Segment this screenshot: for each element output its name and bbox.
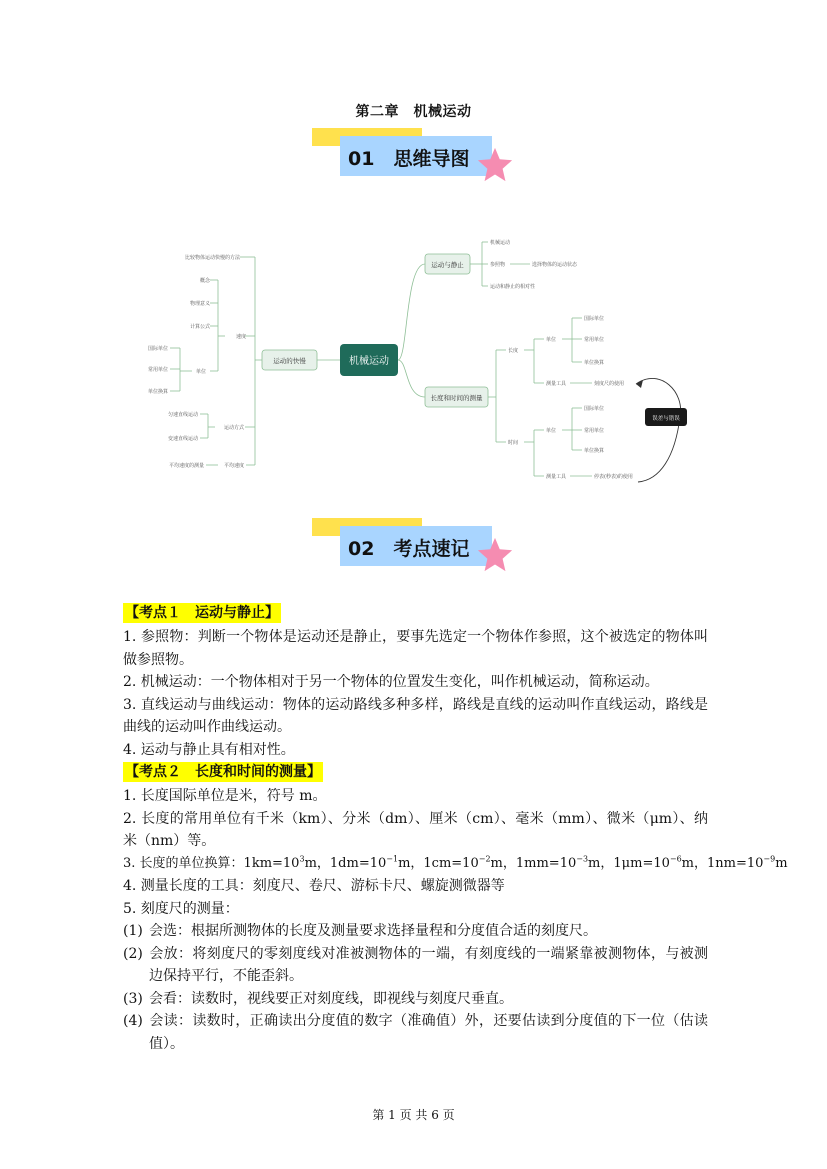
- mindmap-rt-item: 运动和静止的相对性: [490, 284, 536, 290]
- banner-label: 02 考点速记: [348, 538, 470, 560]
- list-item: 1. 参照物：判断一个物体是运动还是静止，要事先选定一个物体作参照，这个被选定的物体叫做参照物。: [123, 629, 708, 668]
- banner-keypoints: [312, 518, 512, 578]
- list-item: 2. 机械运动：一个物体相对于另一个物体的位置发生变化，叫作机械运动，简称运动。: [123, 674, 659, 690]
- conversion: $1mm=10^{-3}m$: [515, 854, 601, 871]
- sub-item: (1) 会选：根据所测物体的长度及测量要求选择量程和分度值合适的刻度尺。: [123, 923, 597, 939]
- mindmap-speed-item: 单位: [195, 369, 206, 375]
- list-item: 3. 直线运动与曲线运动：物体的运动路线多种多样，路线是直线的运动叫作直线运动，路线是曲线的运动叫作曲线运动。: [123, 696, 708, 735]
- mindmap-length-tool-note: 刻度尺的使用: [594, 381, 625, 387]
- mind-map: [140, 222, 710, 492]
- mindmap-motion-item: 匀速直线运动: [167, 412, 198, 418]
- star-icon: [476, 536, 514, 574]
- mindmap-length-unit-item: 常用单位: [584, 337, 605, 343]
- list-item: 4. 运动与静止具有相对性。: [123, 741, 295, 758]
- list-item: 1. 长度国际单位是米，符号 m。: [123, 788, 327, 804]
- conversion: $1km=10^3m$: [243, 854, 317, 871]
- mindmap-time: 时间: [508, 440, 519, 446]
- conversion: $1cm=10^{-2}m$: [423, 854, 503, 871]
- mindmap-length-unit-item: 单位换算: [584, 360, 605, 366]
- sub-item: (4) 会读：读数时，正确读出分度值的数字（准确值）外，还要估读到分度值的下一位（估读值）。: [123, 1013, 708, 1052]
- list-item: 5. 刻度尺的测量：: [123, 900, 239, 917]
- mindmap-length: 长度: [508, 348, 519, 354]
- mindmap-unit-item: 国际单位: [147, 346, 168, 352]
- mindmap-right-bottom: 长度和时间的测量: [430, 394, 483, 402]
- mindmap-motion-type: 运动方式: [223, 425, 244, 431]
- mindmap-left-top: 比较物体运动快慢的方法: [184, 255, 240, 261]
- chapter-title: 第二章 机械运动: [355, 104, 472, 120]
- list-item: 2. 长度的常用单位有千米（km）、分米（dm）、厘米（cm）、毫米（mm）、微米（μm）、纳米（nm）等。: [123, 810, 708, 849]
- conversion-label: 3. 长度的单位换算：: [123, 855, 244, 871]
- mindmap-rt-item: 参照物: [490, 262, 506, 268]
- mindmap-tool: 测量工具: [546, 381, 567, 387]
- conversion: $1nm=10^{-9}m$: [707, 854, 788, 871]
- list-item: 4. 测量长度的工具：刻度尺、卷尺、游标卡尺、螺旋测微器等: [123, 878, 505, 894]
- mindmap-unit: 单位: [546, 337, 557, 343]
- mindmap-time-unit-item: 单位换算: [584, 448, 605, 454]
- sub-item: (3) 会看：读数时，视线要正对刻度线，即视线与刻度尺垂直。: [123, 990, 513, 1007]
- mindmap-center-label: 机械运动: [349, 356, 389, 367]
- star-icon: [476, 146, 514, 184]
- mindmap-speed-item: 物理意义: [189, 301, 210, 307]
- section-heading: 【考点２ 长度和时间的测量】: [125, 764, 321, 780]
- conversion: $1dm=10^{-1}m$: [329, 854, 411, 871]
- mindmap-speed: 速度: [236, 334, 247, 340]
- mindmap-speed-item: 计算公式: [189, 324, 210, 330]
- list-item-conversions: 3. 长度的单位换算：$1km=10^3m$，$1dm=10^{-1}m$，$1cm=10^{-2}m$，$1mm=10^{-3}m$，$1\mu m=10^{-6}m$，$1nm=10^{-9}m$: [123, 854, 788, 871]
- mindmap-avg-speed-right: 平均速度: [223, 463, 244, 469]
- banner-label: 01 思维导图: [348, 148, 470, 170]
- banner-mindmap: [312, 128, 512, 188]
- mindmap-motion-item: 变速直线运动: [167, 436, 198, 442]
- mindmap-right-top: 运动与静止: [431, 261, 464, 269]
- mindmap-reference-note: 选择物体的运动状态: [532, 262, 578, 268]
- page-footer: 第 1 页 共 6 页: [372, 1108, 455, 1122]
- sub-item: (2) 会放：将刻度尺的零刻度线对准被测物体的一端，有刻度线的一端紧靠被测物体，与被测边保持平行，不能歪斜。: [123, 945, 708, 984]
- section-heading: 【考点１ 运动与静止】: [125, 605, 279, 621]
- mindmap-rt-item: 机械运动: [490, 240, 511, 246]
- mindmap-avg-speed-left: 平均速度的测量: [168, 463, 204, 469]
- mindmap-time-tool-note: 停表(秒表)的使用: [594, 474, 633, 480]
- content: [123, 602, 788, 1055]
- mindmap-time-unit-item: 国际单位: [584, 406, 605, 412]
- mindmap-speed-item: 概念: [199, 278, 210, 284]
- mindmap-unit-item: 常用单位: [147, 367, 168, 373]
- mindmap-error: 误差与错误: [652, 416, 680, 422]
- mindmap-length-unit-item: 国际单位: [584, 316, 605, 322]
- mindmap-tool: 测量工具: [546, 474, 567, 480]
- mindmap-left-main: 运动的快慢: [273, 357, 306, 365]
- mindmap-unit-item: 单位换算: [147, 389, 168, 395]
- mindmap-unit: 单位: [546, 428, 557, 434]
- mindmap-time-unit-item: 常用单位: [584, 428, 605, 434]
- conversion: $1\mu m=10^{-6}m$: [613, 854, 694, 871]
